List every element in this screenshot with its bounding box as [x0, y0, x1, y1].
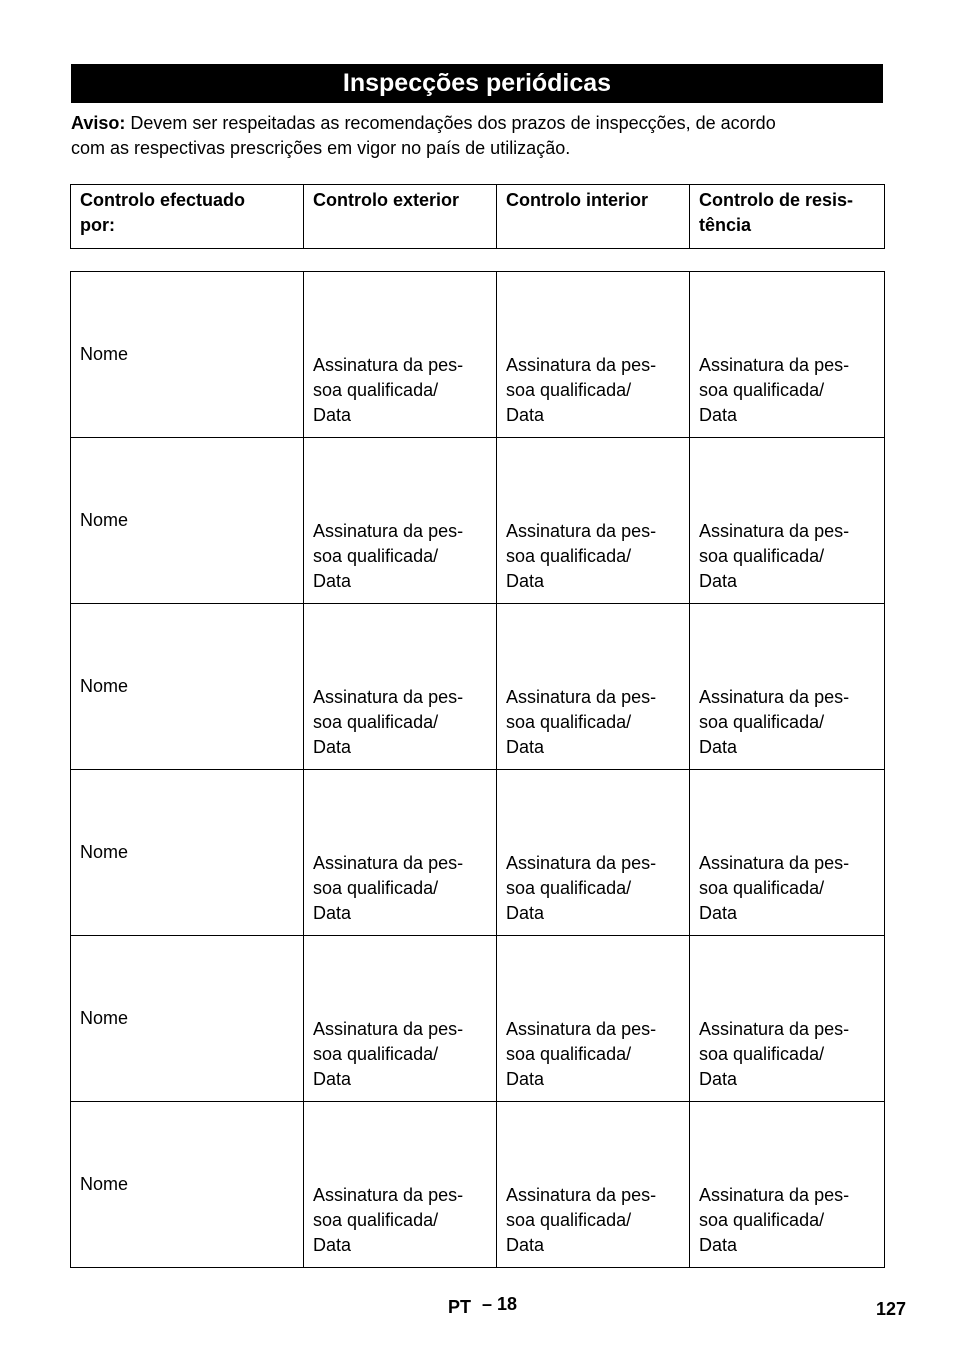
- signature-label: [699, 1183, 876, 1258]
- signature-label: [313, 851, 488, 926]
- signature-cell: [304, 1102, 497, 1268]
- footer-section-page: – 18: [482, 1294, 518, 1314]
- signature-cell: [497, 604, 690, 770]
- signature-line: Data: [313, 1069, 352, 1089]
- signature-line: Assinatura da pes-: [506, 521, 657, 541]
- signature-line: soa qualificada/: [506, 380, 632, 400]
- signature-label: [506, 685, 681, 760]
- signature-line: soa qualificada/: [506, 712, 632, 732]
- signature-cell: [497, 272, 690, 438]
- header-text: Controlo interior: [506, 190, 648, 210]
- inspection-table: [70, 271, 885, 1268]
- signature-cell: [497, 770, 690, 936]
- signature-cell: [497, 936, 690, 1102]
- signature-cell: [690, 936, 885, 1102]
- signature-line: Assinatura da pes-: [313, 1019, 464, 1039]
- signature-line: Assinatura da pes-: [506, 687, 657, 707]
- header-text: tência: [699, 215, 752, 235]
- signature-cell: [304, 604, 497, 770]
- signature-line: Data: [313, 571, 352, 591]
- table-row: [71, 1102, 885, 1268]
- signature-cell: [497, 438, 690, 604]
- signature-line: soa qualificada/: [313, 712, 439, 732]
- signature-line: Data: [313, 1235, 352, 1255]
- signature-line: soa qualificada/: [699, 546, 825, 566]
- header-text: Controlo de resis-: [699, 190, 854, 210]
- signature-line: Data: [699, 1069, 738, 1089]
- footer-language: [448, 1294, 518, 1318]
- name-cell: [71, 1102, 304, 1268]
- signature-label: [313, 1017, 488, 1092]
- signature-line: soa qualificada/: [313, 878, 439, 898]
- footer-page-number: 127: [876, 1299, 907, 1319]
- signature-line: soa qualificada/: [699, 1210, 825, 1230]
- signature-line: Assinatura da pes-: [506, 853, 657, 873]
- signature-line: Assinatura da pes-: [699, 1019, 850, 1039]
- signature-line: Data: [699, 405, 738, 425]
- name-cell: [71, 936, 304, 1102]
- signature-line: Assinatura da pes-: [313, 1185, 464, 1205]
- signature-line: Assinatura da pes-: [699, 687, 850, 707]
- signature-cell: [690, 604, 885, 770]
- name-label: Nome: [80, 1174, 129, 1194]
- signature-line: Assinatura da pes-: [313, 355, 464, 375]
- signature-line: Assinatura da pes-: [313, 853, 464, 873]
- signature-line: Assinatura da pes-: [313, 521, 464, 541]
- signature-line: Assinatura da pes-: [313, 687, 464, 707]
- signature-line: Data: [699, 1235, 738, 1255]
- table-row: [71, 438, 885, 604]
- signature-line: Data: [506, 1069, 545, 1089]
- signature-line: soa qualificada/: [313, 380, 439, 400]
- signature-label: [699, 519, 876, 594]
- header-cell-controlled-by: [71, 185, 304, 249]
- signature-line: Data: [313, 737, 352, 757]
- header-row: [71, 185, 885, 249]
- table-row: [71, 272, 885, 438]
- signature-line: soa qualificada/: [506, 546, 632, 566]
- signature-cell: [690, 438, 885, 604]
- notice-line-1: Devem ser respeitadas as recomendações dos prazos de inspecções, de acordo: [125, 113, 776, 133]
- signature-line: soa qualificada/: [506, 1210, 632, 1230]
- signature-label: [313, 519, 488, 594]
- signature-line: Data: [313, 405, 352, 425]
- notice-label: Aviso:: [71, 113, 126, 133]
- signature-line: soa qualificada/: [699, 878, 825, 898]
- signature-line: Data: [506, 737, 545, 757]
- signature-label: [506, 353, 681, 428]
- notice-line-2: com as respectivas prescrições em vigor no país de utilização.: [71, 138, 571, 158]
- header-table: [70, 184, 885, 249]
- signature-line: Assinatura da pes-: [506, 1019, 657, 1039]
- signature-line: Assinatura da pes-: [699, 521, 850, 541]
- signature-label: [313, 1183, 488, 1258]
- header-cell-interior: [497, 185, 690, 249]
- signature-label: [506, 1183, 681, 1258]
- signature-cell: [304, 770, 497, 936]
- signature-label: [506, 519, 681, 594]
- signature-line: Assinatura da pes-: [699, 853, 850, 873]
- signature-line: Assinatura da pes-: [699, 355, 850, 375]
- name-label: Nome: [80, 344, 129, 364]
- signature-cell: [304, 936, 497, 1102]
- signature-line: Data: [506, 903, 545, 923]
- signature-label: [506, 1017, 681, 1092]
- name-cell: [71, 770, 304, 936]
- header-cell-resistance: [690, 185, 885, 249]
- signature-line: Data: [699, 571, 738, 591]
- notice-paragraph: [71, 111, 883, 161]
- name-label: Nome: [80, 1008, 129, 1028]
- page-title-text: Inspecções periódicas: [342, 69, 612, 97]
- signature-line: soa qualificada/: [699, 1044, 825, 1064]
- signature-line: Assinatura da pes-: [506, 1185, 657, 1205]
- signature-label: [699, 1017, 876, 1092]
- signature-cell: [690, 770, 885, 936]
- signature-line: Assinatura da pes-: [506, 355, 657, 375]
- signature-label: [699, 685, 876, 760]
- signature-label: [313, 685, 488, 760]
- table-row: [71, 936, 885, 1102]
- signature-label: [699, 851, 876, 926]
- name-cell: [71, 438, 304, 604]
- signature-line: Data: [699, 903, 738, 923]
- name-label: Nome: [80, 842, 129, 862]
- name-label: Nome: [80, 510, 129, 530]
- name-cell: [71, 604, 304, 770]
- signature-line: Data: [506, 1235, 545, 1255]
- signature-line: soa qualificada/: [313, 1044, 439, 1064]
- table-row: [71, 604, 885, 770]
- signature-line: soa qualificada/: [699, 380, 825, 400]
- signature-line: soa qualificada/: [506, 878, 632, 898]
- name-label: Nome: [80, 676, 129, 696]
- signature-line: soa qualificada/: [506, 1044, 632, 1064]
- signature-line: soa qualificada/: [313, 546, 439, 566]
- signature-line: Data: [506, 571, 545, 591]
- name-cell: [71, 272, 304, 438]
- signature-line: Assinatura da pes-: [699, 1185, 850, 1205]
- signature-line: Data: [313, 903, 352, 923]
- header-text: por:: [80, 215, 115, 235]
- table-row: [71, 770, 885, 936]
- signature-line: Data: [699, 737, 738, 757]
- signature-cell: [304, 438, 497, 604]
- page-title: [71, 64, 883, 103]
- signature-line: soa qualificada/: [699, 712, 825, 732]
- header-cell-exterior: [304, 185, 497, 249]
- header-text: Controlo exterior: [313, 190, 460, 210]
- signature-label: [313, 353, 488, 428]
- footer-lang-code: PT: [448, 1297, 472, 1317]
- signature-cell: [690, 1102, 885, 1268]
- signature-line: soa qualificada/: [313, 1210, 439, 1230]
- signature-line: Data: [506, 405, 545, 425]
- signature-cell: [497, 1102, 690, 1268]
- signature-cell: [690, 272, 885, 438]
- header-text: Controlo efectuado: [80, 190, 245, 210]
- signature-label: [506, 851, 681, 926]
- signature-cell: [304, 272, 497, 438]
- signature-label: [699, 353, 876, 428]
